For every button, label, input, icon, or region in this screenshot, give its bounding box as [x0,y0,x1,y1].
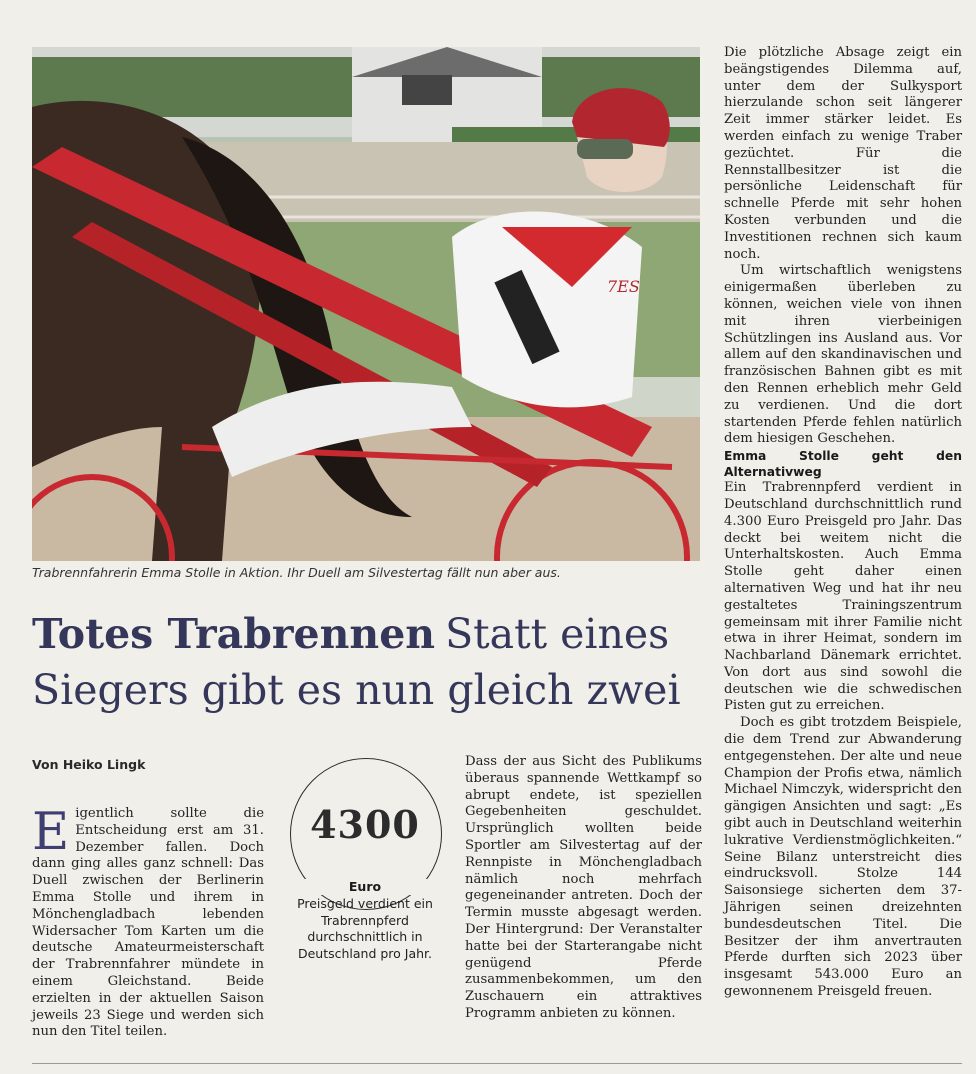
byline: Von Heiko Lingk [32,757,146,772]
headline-kicker: Totes Trabrennen [32,610,436,658]
harness-racing-illustration [32,47,700,561]
article-photo [32,47,700,561]
paragraph-text: igentlich sollte die Entscheidung erst am 31. Dezember fallen. Doch dann ging alles ganz schnell: Das Duell zwischen der Berlinerin Emma Stolle und ihrem in Mönchengladbach lebenden Widersacher Tom Karten um die deutsche Amateurmeisterschaft der Trabrennfahrer mündete in einem Gleichstand. Beide erzielten in der aktuellen Saison jeweils 23 Siege und werden sich nun den Titel teilen. [32,806,264,1040]
bottom-rule [32,1063,962,1064]
factbox-description: Preisgeld verdient ein Trabrennpferd durchschnittlich in Deutschland pro Jahr. [297,896,433,961]
dropcap: E [32,803,70,862]
paragraph: Um wirtschaftlich wenigstens einigermaßen überleben zu können, weichen viele von ihnen mit ihren vierbeinigen Schützlingen ins Ausland aus. Vor allem auf den skandinavischen und französischen Bahnen gibt es mit den Rennen erheblich mehr Geld zu verdienen. Und die dort startenden Pferde fehlen natürlich dem hiesigen Geschehen. [724,263,962,447]
factbox-number: 4300 [310,802,420,847]
article-column-1 [32,803,264,1041]
article-column-3 [465,754,702,1023]
headline [32,606,712,718]
factbox [286,758,444,970]
headline-line2: Siegers gibt es nun gleich zwei [32,666,681,714]
headline-line1: Statt eines [445,610,670,658]
paragraph [32,803,264,1041]
paragraph: Die plötzliche Absage zeigt ein beängstigendes Dilemma auf, unter dem der Sulkysport hierzulande schon seit längerer Zeit immer stärker leidet. Es werden einfach zu wenige Traber gezüchtet. Für die Rennstallbesitzer ist die persönliche Leidenschaft für schnelle Pferde mit sehr hohen Kosten verbunden und die Investitionen rechnen sich kaum noch. [724,45,962,262]
photo-caption: Trabrennfahrerin Emma Stolle in Aktion. Ihr Duell am Silvestertag fällt nun aber aus. [32,565,561,580]
paragraph: Doch es gibt trotzdem Beispiele, die dem Trend zur Abwanderung entgegenstehen. Der alte und neue Champion der Profis etwa, nämlich Michael Nimczyk, widerspricht den gängigen Ansichten und sagt: „Es gibt auch in Deutschland weiterhin lukrative Verdienstmöglichkeiten.“ Seine Bilanz unterstreicht dies eindrucksvoll. Stolze 144 Saisonsiege sicherten dem 37-Jährigen seinen dreizehnten bundesdeutschen Titel. Die Besitzer der ihm anvertrauten Pferde durften sich 2023 über insgesamt 543.000 Euro an gewonnenem Preisgeld freuen. [724,715,962,1000]
factbox-unit: Euro [286,879,444,895]
subheading: Emma Stolle geht den Alternativweg [724,449,962,480]
jersey-text: 7ES [607,277,640,296]
paragraph: Ein Trabrennpferd verdient in Deutschland durchschnittlich rund 4.300 Euro Preisgeld pro Jahr. Das deckt bei weitem nicht die Unterhaltskosten. Auch Emma Stolle geht daher einen alternativen Weg und hat ihr neu gestaltetes Trainingszentrum gemeinsam mit ihrer Familie nicht etwa in ihrer Heimat, sondern im Nachbarland Dänemark errichtet. Von dort aus sind sowohl die deutschen wie die schwedischen Pisten gut zu erreichen. [724,480,962,714]
article-column-4 [724,45,962,1001]
paragraph: Dass der aus Sicht des Publikums überaus spannende Wettkampf so abrupt endete, ist speziellen Gegebenheiten geschuldet. Ursprünglich wollten beide Sportler am Silvestertag auf der Rennpiste in Mönchengladbach nämlich noch mehrfach gegeneinander antreten. Doch der Termin musste abgesagt werden. Der Hintergrund: Der Veranstalter hatte bei der Starterangabe nicht genügend Pferde zusammenbekommen, um den Zuschauern ein attraktives Programm anbieten zu können. [465,754,702,1021]
